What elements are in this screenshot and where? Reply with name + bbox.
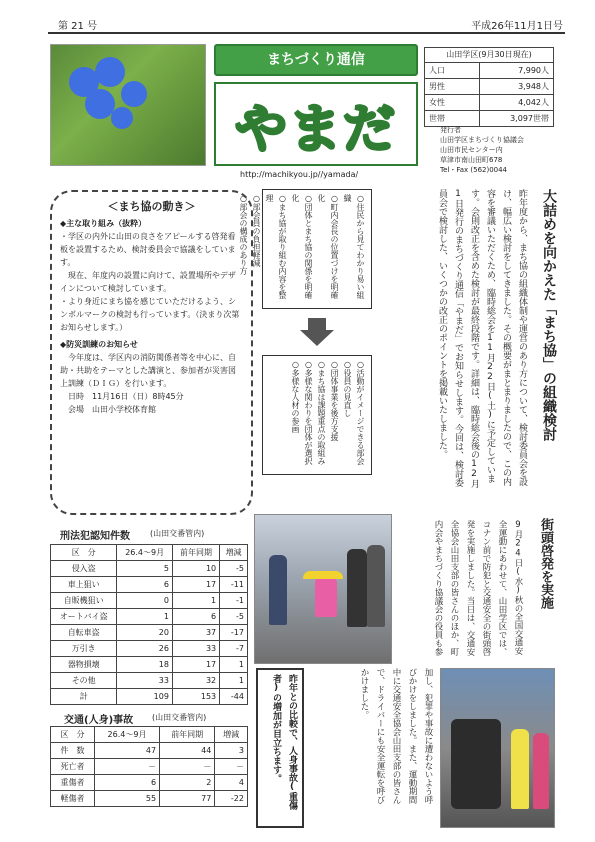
street-campaign-photo xyxy=(254,514,392,664)
table-cell: 1 xyxy=(172,593,219,609)
table-row xyxy=(51,577,248,593)
accident-note-box: 昨年との比較で、人身事故(重傷者)の増加が目立ちます。 xyxy=(256,668,304,828)
table-cell: 2 xyxy=(160,775,215,791)
table-cell: 4 xyxy=(215,775,248,791)
table-row xyxy=(51,657,248,673)
table-cell: 153 xyxy=(172,689,219,705)
table-row: 男性 3,948人 xyxy=(425,79,554,95)
table-cell: － xyxy=(94,759,159,775)
accident-table-subtitle: (山田交番管内) xyxy=(152,713,207,722)
article-headline: 街頭啓発を実施 xyxy=(538,518,553,609)
table-row xyxy=(51,689,248,705)
header-rule xyxy=(48,32,565,34)
table-cell: 37 xyxy=(172,625,219,641)
flower-photo xyxy=(50,44,206,166)
table-cell: 26 xyxy=(117,641,173,657)
table-cell: -17 xyxy=(220,625,248,641)
table-row: 世帯 3,097世帯 xyxy=(425,111,554,127)
table-row xyxy=(51,791,248,807)
table-row xyxy=(51,641,248,657)
table-cell: 33 xyxy=(172,641,219,657)
table-cell: -1 xyxy=(220,593,248,609)
table-cell: 33 xyxy=(117,673,173,689)
table-cell: 軽傷者 xyxy=(51,791,95,807)
down-arrow-icon xyxy=(300,318,334,346)
table-cell: 死亡者 xyxy=(51,759,95,775)
table-cell: 器物損壊 xyxy=(51,657,117,673)
table-cell: 増減 xyxy=(215,727,248,743)
table-cell: 17 xyxy=(172,577,219,593)
table-row xyxy=(51,759,248,775)
table-header: 区 分 26.4～9月 前年同期 増減 xyxy=(51,545,248,561)
table-cell: 前年同期 xyxy=(160,727,215,743)
table-header xyxy=(51,727,248,743)
table-cell: 20 xyxy=(117,625,173,641)
table-cell: 車上狙い xyxy=(51,577,117,593)
article-body: 昨年度から、まち協の組織体制や運営のあり方について、検討委員会を設け、幅広い検討をしてきました。その概要がまとまりましたので、この内容を審議いただくため、臨時総会を11月22日(土)に予定しています。会則改正を含めた検討が最終段階です。詳細は、臨時総会後の12月1日発行のまちづくり通信「やまだ」でお知らせします。今回は、検討委員会で検討した、いくつかの改正のポイントを掲載いたしました。 xyxy=(437,189,527,488)
table-cell: 計 xyxy=(51,689,117,705)
table-cell: 自転車盗 xyxy=(51,625,117,641)
table-cell: 6 xyxy=(172,609,219,625)
table-cell: 6 xyxy=(117,577,173,593)
table-cell: -44 xyxy=(220,689,248,705)
article-body: 9月24日(水)秋の全国交通安全運動にあわせて、山田学区では、コナン前で防犯と交通安全の街頭啓発を実施しました。当日は、交通安全協会山田支部の皆さんのほか、町内会やまちづくり協議会の役員も参 xyxy=(433,520,523,656)
table-cell: 17 xyxy=(172,657,219,673)
table-cell: 109 xyxy=(117,689,173,705)
table-cell: 自販機狙い xyxy=(51,593,117,609)
population-table xyxy=(424,47,554,127)
section-heading: ◆防災訓練のお知らせ xyxy=(60,340,138,349)
crime-table-subtitle: (山田交番管内) xyxy=(150,529,205,538)
accident-table xyxy=(50,726,248,807)
table-cell: 侵入盗 xyxy=(51,561,117,577)
table-cell: -22 xyxy=(215,791,248,807)
table-cell: － xyxy=(160,759,215,775)
table-cell: オートバイ盗 xyxy=(51,609,117,625)
table-row: 女性 4,042人 xyxy=(425,95,554,111)
table-row: 人口 7,990人 xyxy=(425,63,554,79)
table-row xyxy=(51,743,248,759)
machi-title: ＜まち協の動き＞ xyxy=(107,200,196,213)
table-cell: -7 xyxy=(220,641,248,657)
newsletter-banner: まちづくり通信 xyxy=(214,44,418,76)
table-cell: 6 xyxy=(94,775,159,791)
table-cell: -5 xyxy=(220,561,248,577)
section-heading: ◆主な取り組み（抜粋） xyxy=(60,219,147,228)
table-cell: 5 xyxy=(117,561,173,577)
crime-table xyxy=(50,544,248,705)
table-cell: -11 xyxy=(220,577,248,593)
table-cell: － xyxy=(215,759,248,775)
table-cell: 77 xyxy=(160,791,215,807)
accident-table-title: 交通(人身)事故 xyxy=(64,715,134,726)
table-cell: 26.4～9月 xyxy=(94,727,159,743)
table-row xyxy=(51,593,248,609)
table-cell: 47 xyxy=(94,743,159,759)
table-cell: 44 xyxy=(160,743,215,759)
revision-points-box: ○活動がイメージできる部会 ○役員の見直し ○団体事業を後方支援 ○まち協は課題重点の取組み ○多様な関わりを団体が選択 ○多様な人材の参画 xyxy=(262,355,372,475)
table-cell: 3 xyxy=(215,743,248,759)
table-cell: 件 数 xyxy=(51,743,95,759)
newsletter-logo: やまだ xyxy=(214,82,418,166)
issue-number: 第 21 号 xyxy=(58,21,98,32)
table-cell: その他 xyxy=(51,673,117,689)
table-row xyxy=(51,561,248,577)
table-cell: 32 xyxy=(172,673,219,689)
population-title: 山田学区(9月30日現在) xyxy=(424,47,554,62)
article-headline: 大詰めを向かえた「まち協」の組織検討 xyxy=(541,189,557,441)
table-row xyxy=(51,673,248,689)
roadside-campaign-photo xyxy=(440,668,555,828)
table-cell: 10 xyxy=(172,561,219,577)
table-cell: 1 xyxy=(220,657,248,673)
issue-date: 平成26年11月1日号 xyxy=(471,21,563,32)
table-row xyxy=(51,775,248,791)
publisher-info: 発行者 山田学区まちづくり協議会 山田市民センター内 草津市南山田町678 Tel・Fax (562)0044 xyxy=(440,126,524,174)
crime-table-title: 刑法犯認知件数 xyxy=(60,531,130,542)
current-issues-box: ○住民から見てわかり易い組織 ○町内会長の位置づけを明確化 ○団体とまち協の関係を明確化 ○まち協が取り組む内容を整理 ○部会員の負担軽減 ○部会の構成のあり方 xyxy=(262,189,372,309)
table-cell: 万引き xyxy=(51,641,117,657)
table-cell: 55 xyxy=(94,791,159,807)
article-body: 加し、犯罪や事故に遭わないよう呼びかけをしました。また、運動期間中に交通安全協会山田支部の皆さんで、ドライバーにも安全運転を呼びかけました。 xyxy=(359,668,433,804)
table-cell: 重傷者 xyxy=(51,775,95,791)
table-cell: 区 分 xyxy=(51,727,95,743)
table-cell: 1 xyxy=(220,673,248,689)
table-cell: -5 xyxy=(220,609,248,625)
table-cell: 0 xyxy=(117,593,173,609)
table-row xyxy=(51,625,248,641)
table-cell: 1 xyxy=(117,609,173,625)
table-row xyxy=(51,609,248,625)
table-cell: 18 xyxy=(117,657,173,673)
machi-activities-box: ＜まち協の動き＞ ◆主な取り組み（抜粋） ・学区の内外に山田の良さをアピールする啓発看板を設置するため、検討委員会で協議をしています。 現在、年度内の設置に向けて、設置場所やデザインについて検討しています。 ・より身近にまち協を感じていただけるよう、シンボルマークの検討も行っています。（決まり次第お知らせします。） ◆防災訓練のお知らせ 今年度は、学区内の消防関係者等を中心に、自助・共助をテーマとした講演と、参加者が災害図上訓練（ＤＩＧ）を行います。 日時 11月16日（日）8時45分 会場 山田小学校体育館 xyxy=(50,190,253,515)
website-url[interactable]: http://machikyou.jp//yamada/ xyxy=(240,170,359,179)
